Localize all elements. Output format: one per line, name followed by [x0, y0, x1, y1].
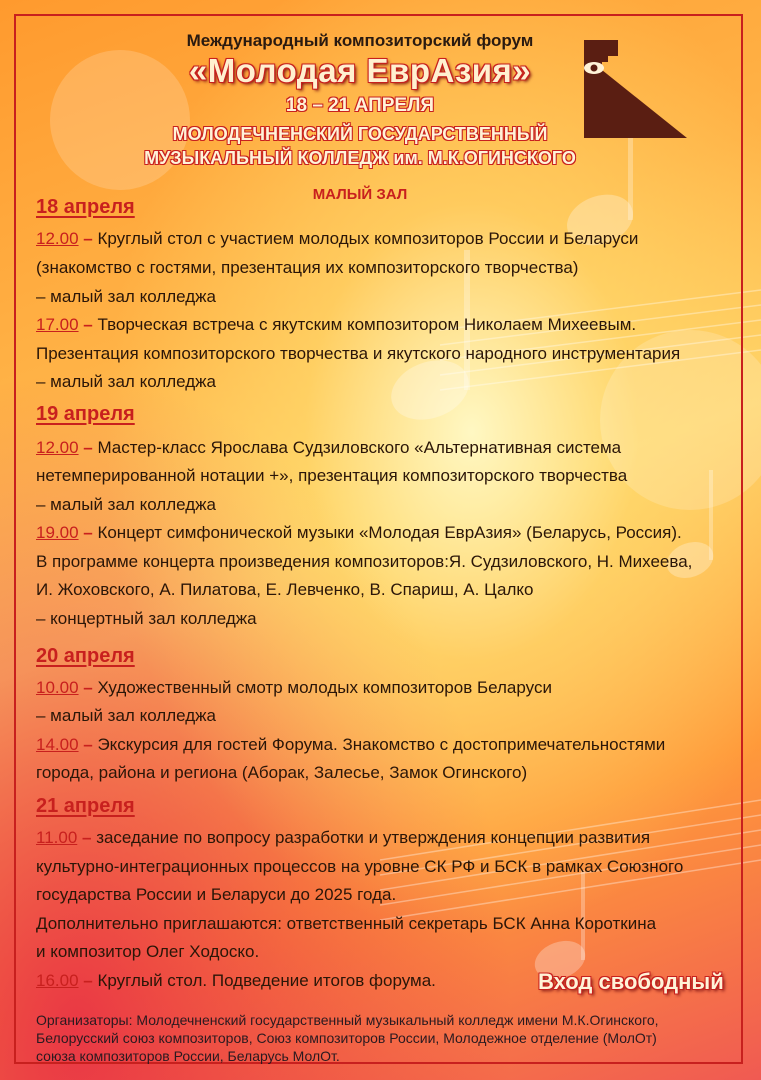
event-text: Круглый стол с участием молодых композиторов России и Беларуси — [97, 229, 639, 248]
event-line: В программе концерта произведения композиторов:Я. Судзиловского, Н. Михеева, — [36, 552, 693, 571]
day-heading: 19 апреля — [36, 403, 135, 425]
free-entry-label: Вход свободный — [538, 969, 724, 994]
event-line: 12.00 – Мастер-класс Ярослава Судзиловского «Альтернативная система — [36, 438, 622, 457]
college-name-line1: МОЛОДЕЧНЕНСКИЙ ГОСУДАРСТВЕННЫЙ — [172, 124, 548, 144]
college-name-line2: МУЗЫКАЛЬНЫЙ КОЛЛЕДЖ им. М.К.ОГИНСКОГО — [144, 148, 576, 168]
event-time: 14.00 — [36, 735, 79, 754]
day-heading: 21 апреля — [36, 795, 135, 817]
hall-label: МАЛЫЙ ЗАЛ — [312, 186, 408, 203]
event-time: 11.00 — [36, 828, 78, 847]
event-text: Художественный смотр молодых композиторов Беларуси — [97, 678, 552, 697]
event-line: Презентация композиторского творчества и якутского народного инструментария — [36, 344, 681, 363]
forum-title: «Молодая ЕврАзия» — [188, 52, 532, 89]
day-heading: 20 апреля — [36, 645, 135, 667]
event-line: – малый зал колледжа — [36, 495, 216, 514]
event-line: 10.00 – Художественный смотр молодых композиторов Беларуси — [36, 678, 552, 697]
event-time: 19.00 — [36, 523, 79, 542]
event-line: 11.00 – заседание по вопросу разработки и утверждения концепции развития — [36, 828, 651, 847]
event-line: Дополнительно приглашаются: ответственный секретарь БСК Анна Короткина — [36, 914, 657, 933]
event-line: 14.00 – Экскурсия для гостей Форума. Знакомство с достопримечательностями — [36, 735, 666, 754]
organizers-line: Организаторы: Молодечненский государственный музыкальный колледж имени М.К.Огинского, — [36, 1012, 659, 1028]
event-line: культурно-интеграционных процессов на уровне СК РФ и БСК в рамках Союзного — [36, 857, 684, 876]
organizers-line: союза композиторов России, Беларусь МолОт. — [36, 1048, 340, 1064]
event-time: 17.00 — [36, 315, 79, 334]
event-line: (знакомство с гостями, презентация их композиторского творчества) — [36, 258, 579, 277]
event-line: города, района и региона (Аборак, Залесье, Замок Огинского) — [36, 763, 528, 782]
day-heading: 18 апреля — [36, 196, 135, 218]
event-line: – малый зал колледжа — [36, 372, 216, 391]
event-time: 16.00 — [36, 971, 79, 990]
event-line: 17.00 – Творческая встреча с якутским композитором Николаем Михеевым. — [36, 315, 637, 334]
event-time: 12.00 — [36, 438, 79, 457]
event-time: 12.00 — [36, 229, 79, 248]
event-text: заседание по вопросу разработки и утверждения концепции развития — [96, 828, 651, 847]
event-text: Творческая встреча с якутским композитором Николаем Михеевым. — [97, 315, 637, 334]
event-line: и композитор Олег Ходоско. — [36, 942, 260, 961]
event-line: И. Жоховского, А. Пилатова, Е. Левченко, В. Спариш, А. Цалко — [36, 580, 534, 599]
event-text: Экскурсия для гостей Форума. Знакомство с достопримечательностями — [97, 735, 666, 754]
event-time: 10.00 — [36, 678, 79, 697]
event-text: Мастер-класс Ярослава Судзиловского «Альтернативная система — [97, 438, 622, 457]
event-line: – малый зал колледжа — [36, 287, 216, 306]
event-line: нетемперированной нотации +», презентация композиторского творчества — [36, 466, 628, 485]
event-line: – малый зал колледжа — [36, 706, 216, 725]
event-text: Концерт симфонической музыки «Молодая ЕврАзия» (Беларусь, Россия). — [97, 523, 682, 542]
forum-dates: 18 – 21 АПРЕЛЯ — [285, 95, 435, 116]
event-text: Круглый стол. Подведение итогов форума. — [97, 971, 436, 990]
event-line: 19.00 – Концерт симфонической музыки «Молодая ЕврАзия» (Беларусь, Россия). — [36, 523, 682, 542]
event-line: 16.00 – Круглый стол. Подведение итогов форума. — [36, 971, 436, 990]
organizers-line: Белорусский союз композиторов, Союз композиторов России, Молодежное отделение (МолОт) — [36, 1030, 657, 1046]
event-line: государства России и Беларуси до 2025 года. — [36, 885, 397, 904]
event-line: 12.00 – Круглый стол с участием молодых композиторов России и Беларуси — [36, 229, 639, 248]
forum-label: Международный композиторский форум — [186, 31, 534, 50]
event-line: – концертный зал колледжа — [36, 609, 257, 628]
